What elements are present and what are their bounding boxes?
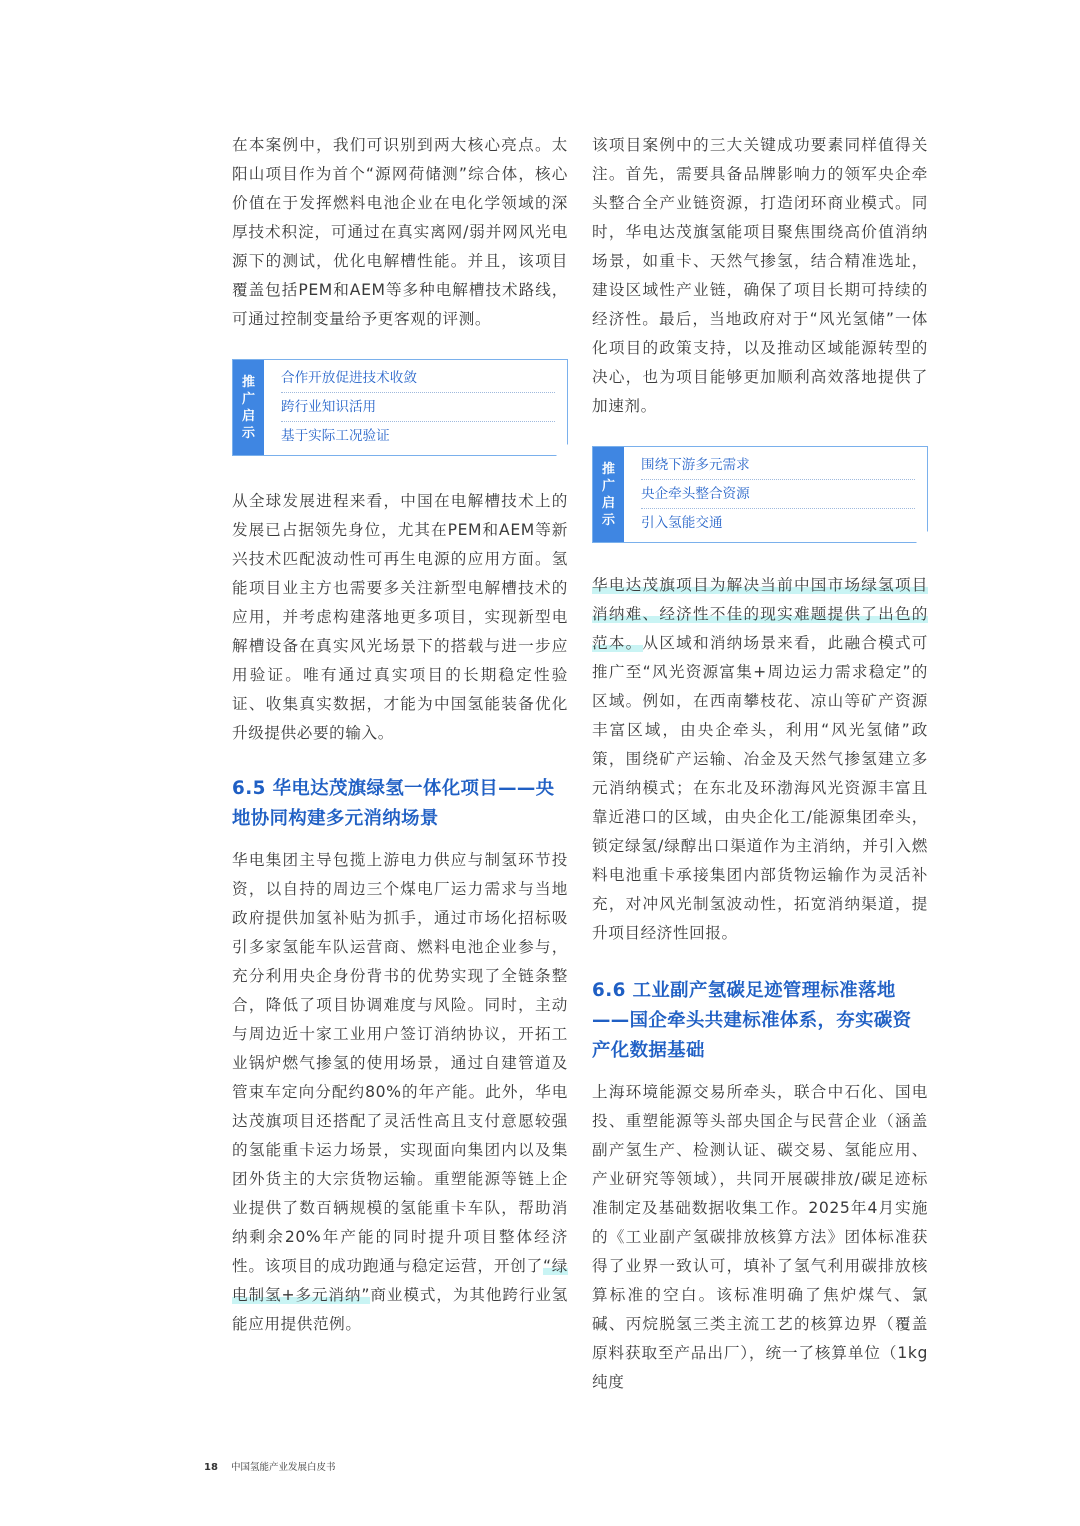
right-column (592, 131, 928, 1397)
promo-list (624, 447, 927, 542)
left-column (232, 131, 568, 1339)
page-number: 18 (204, 1462, 218, 1473)
highlight-text: 华电达茂旗项目为解决当前中国市场绿氢项目消纳难、经济性不佳的现实难题提供了出色的范本。 (592, 576, 928, 652)
section-heading-6-5: 6.5 华电达茂旗绿氢一体化项目——央地协同构建多元消纳场景 (232, 778, 555, 829)
promo-tag: 推 广 启 示 (593, 447, 624, 542)
promo-item: 基于实际工况验证 (281, 428, 390, 444)
right-promo-box (592, 446, 928, 543)
right-paragraph-1: 该项目案例中的三大关键成功要素同样值得关注。首先，需要具备品牌影响力的领军央企牵头整合全产业链资源，打造闭环商业模式。同时，华电达茂旗氢能项目聚焦围绕高价值消纳场景，如重卡、天然气掺氢，结合精准选址，建设区域性产业链，确保了项目长期可持续的经济性。最后，当地政府对于“风光氢储”一体化项目的政策支持，以及推动区域能源转型的决心，也为项目能够更加顺利高效落地提供了加速剂。 (592, 136, 928, 415)
right-paragraph-3: 上海环境能源交易所牵头，联合中石化、国电投、重塑能源等头部央国企与民营企业（涵盖副产氢生产、检测认证、碳交易、氢能应用、产业研究等领域），共同开展碳排放/碳足迹标准制定及基础数据收集工作。2025年4月实施的《工业副产氢碳排放核算方法》团体标准获得了业界一致认可，填补了氢气利用碳排放核算标准的空白。该标准明确了焦炉煤气、氯碱、丙烷脱氢三类主流工艺的核算边界（覆盖原料获取至产品出厂），统一了核算单位（1kg纯度 (592, 1083, 928, 1391)
highlight-text: “绿电制氢+多元消纳” (232, 1257, 568, 1304)
left-paragraph-3: 华电集团主导包揽上游电力供应与制氢环节投资，以自持的周边三个煤电厂运力需求与当地政府提供加氢补贴为抓手，通过市场化招标吸引多家氢能车队运营商、燃料电池企业参与，充分利用央企身份背书的优势实现了全链条整合，降低了项目协调难度与风险。同时，主动与周边近十家工业用户签订消纳协议，开拓工业锅炉燃气掺氢的使用场景，通过自建管道及管束车定向分配约80%的年产能。此外，华电达茂旗项目还搭配了灵活性高且支付意愿较强的氢能重卡运力场景，实现面向集团内以及集团外货主的大宗货物运输。重塑能源等链上企业提供了数百辆规模的氢能重卡车队，帮助消纳剩余20%年产能的同时提升项目整体经济性。该项目的成功跑通与稳定运营，开创了“绿电制氢+多元消纳”商业模式，为其他跨行业氢能应用提供范例。 (232, 851, 569, 1333)
right-paragraph-2: 华电达茂旗项目为解决当前中国市场绿氢项目消纳难、经济性不佳的现实难题提供了出色的范本。从区域和消纳场景来看，此融合模式可推广至“风光资源富集+周边运力需求稳定”的区域。例如，在西南攀枝花、凉山等矿产资源丰富区域，由央企牵头，利用“风光氢储”政策，围绕矿产运输、冶金及天然气掺氢建立多元消纳模式；在东北及环渤海风光资源丰富且靠近港口的区域，由央企化工/能源集团牵头，锁定绿氢/绿醇出口渠道作为主消纳，并引入燃料电池重卡承接集团内部货物运输作为灵活补充，对冲风光制氢波动性，拓宽消纳渠道，提升项目经济性回报。 (592, 576, 928, 942)
document-title: 中国氢能产业发展白皮书 (230, 1462, 336, 1473)
promo-item: 围绕下游多元需求 (641, 451, 915, 480)
page-footer (204, 1459, 335, 1473)
promo-tag: 推 广 启 示 (233, 360, 264, 455)
promo-item: 引入氢能交通 (641, 515, 723, 531)
section-heading-6-6: 6.6 工业副产氢碳足迹管理标准落地——国企牵头共建标准体系，夯实碳资产化数据基础 (592, 980, 912, 1061)
promo-item: 央企牵头整合资源 (641, 480, 915, 509)
left-promo-box (232, 359, 568, 456)
promo-item: 合作开放促进技术收敛 (281, 364, 555, 393)
left-paragraph-2: 从全球发展进程来看，中国在电解槽技术上的发展已占据领先身位，尤其在PEM和AEM等新兴技术匹配波动性可再生电源的应用方面。氢能项目业主方也需要多关注新型电解槽技术的应用，并考虑构建落地更多项目，实现新型电解槽设备在真实风光场景下的搭载与进一步应用验证。唯有通过真实项目的长期稳定性验证、收集真实数据，才能为中国氢能装备优化升级提供必要的输入。 (232, 492, 568, 742)
promo-item: 跨行业知识活用 (281, 393, 555, 422)
left-paragraph-1: 在本案例中，我们可识别到两大核心亮点。太阳山项目作为首个“源网荷储测”综合体，核心价值在于发挥燃料电池企业在电化学领域的深厚技术积淀，可通过在真实离网/弱并网风光电源下的测试，优化电解槽性能。并且，该项目覆盖包括PEM和AEM等多种电解槽技术路线，可通过控制变量给予更客观的评测。 (232, 136, 568, 328)
promo-list (264, 360, 567, 455)
